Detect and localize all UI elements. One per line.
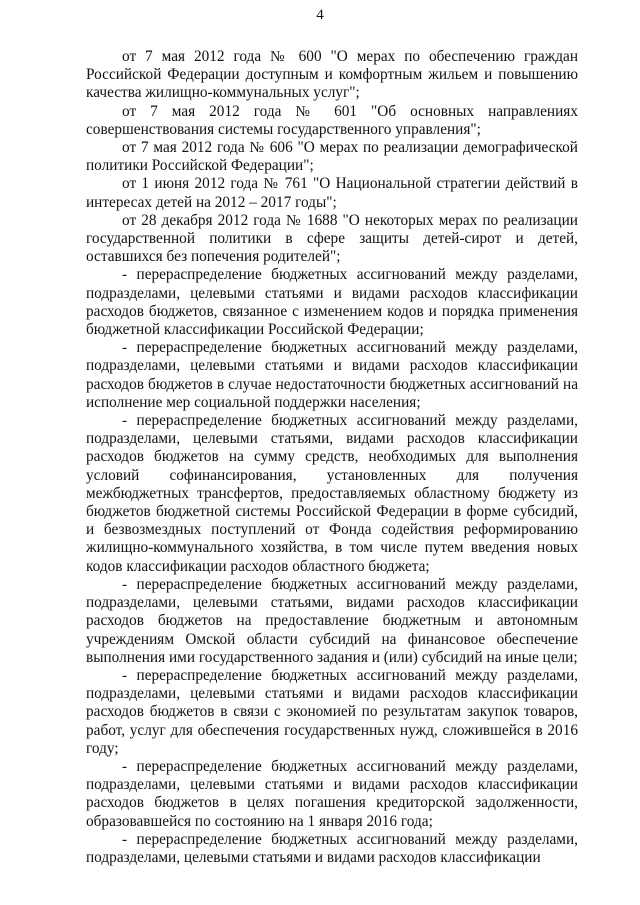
list-item-accounts-payable: - перераспределение бюджетных ассигнований между разделами, подразделами, целевыми статьями и видами расходов классификации расходов бюджетов в целях погашения кредиторской задолженности, образовавшейся по состоянию на 1 января 2016 года;	[86, 757, 578, 830]
decree-reference-601: от 7 мая 2012 года № 601 "Об основных направлениях совершенствования системы государственного управления";	[86, 102, 578, 138]
decree-reference-606: от 7 мая 2012 года № 606 "О мерах по реализации демографической политики Российской Федерации";	[86, 139, 578, 175]
list-item-cofinancing: - перераспределение бюджетных ассигнований между разделами, подразделами, целевыми статьями, видами расходов классификации расходов бюджетов на сумму средств, необходимых для выполнения условий софинансирования, установленных для получения межбюджетных трансфертов, предоставляемых областному бюджету из бюджетов бюджетной системы Российской Федерации в форме субсидий, и безвозмездных поступлений от Фонда содействия реформированию жилищно-коммунального хозяйства, в том числе путем введения новых кодов классификации расходов областного бюджета;	[86, 412, 578, 575]
list-item-continued: - перераспределение бюджетных ассигнований между разделами, подразделами, целевыми статьями и видами расходов классификации	[86, 830, 578, 866]
decree-reference-600: от 7 мая 2012 года № 600 "О мерах по обеспечению граждан Российской Федерации доступным и комфортным жильем и повышению качества жилищно-коммунальных услуг";	[86, 48, 578, 102]
document-body	[86, 48, 578, 867]
list-item-procurement-savings: - перераспределение бюджетных ассигнований между разделами, подразделами, целевыми статьями и видами расходов классификации расходов бюджетов в связи с экономией по результатам закупок товаров, работ, услуг для обеспечения государственных нужд, сложившейся в 2016 году;	[86, 666, 578, 757]
decree-reference-1688: от 28 декабря 2012 года № 1688 "О некоторых мерах по реализации государственной политики в сфере защиты детей-сирот и детей, оставшихся без попечения родителей";	[86, 211, 578, 266]
list-item-classification-change: - перераспределение бюджетных ассигнований между разделами, подразделами, целевыми статьями и видами расходов классификации расходов бюджетов, связанное с изменением кодов и порядка применения бюджетной классификации Российской Федерации;	[86, 266, 578, 339]
list-item-institution-subsidies: - перераспределение бюджетных ассигнований между разделами, подразделами, целевыми статьями, видами расходов классификации расходов бюджетов на предоставление бюджетным и автономным учреждениям Омской области субсидий на финансовое обеспечение выполнения ими государственного задания и (или) субсидий на иные цели;	[86, 575, 578, 666]
decree-reference-761: от 1 июня 2012 года № 761 "О Национальной стратегии действий в интересах детей на 2012 – 2017 годы";	[86, 175, 578, 211]
page-number: 4	[316, 7, 324, 23]
list-item-social-support: - перераспределение бюджетных ассигнований между разделами, подразделами, целевыми статьями и видами расходов классификации расходов бюджетов в случае недостаточности бюджетных ассигнований на исполнение мер социальной поддержки населения;	[86, 339, 578, 411]
